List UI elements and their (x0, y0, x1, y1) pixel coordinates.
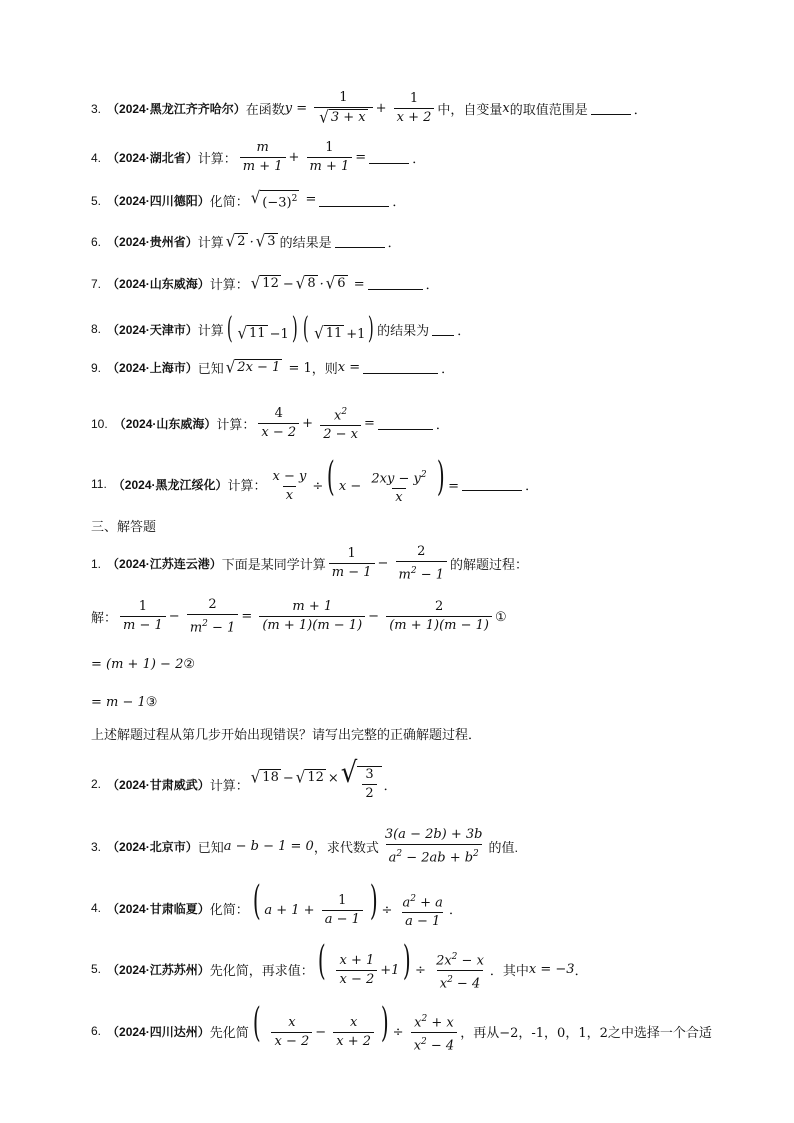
math-expression: = (m + 1) − 2 (91, 656, 184, 672)
question-fill-8: 8. （2024·天津市） 计算 ( √ 11 −1) ( √ 11 +1) 的结果为 ． (91, 311, 471, 346)
question-solve-4: 4. （2024·甘肃临夏） 化简： ( a + 1 + $\frac{1}{a - 1}$ ) ÷ $\frac{a^2 + a}{a - 1}$ ． (91, 878, 462, 930)
question-source: （2024·黑龙江齐齐哈尔） (107, 102, 246, 116)
math-expression: ( a + 1 + $\frac{1}{a - 1}$ ) ÷ $\frac{a^2 + a}{a - 1}$ (252, 878, 443, 930)
math-expression: a − b − 1 = 0 (223, 839, 314, 855)
math-expression: $\frac{1}{m - 1}$ − $\frac{2}{m^2 - 1}$ (326, 544, 450, 583)
math-expression: y = 1 √ 3 + x + $\frac{1}{x + 2}$ (285, 90, 438, 127)
answer-blank (335, 235, 385, 248)
question-solve-6: 6. （2024·四川达州） 先化简 ( $\frac{x}{x - 2}$ − $\frac{x}{x + 2}$ ) ÷ $\frac{x^2 + x}{x^2 - 4}$ ，再从 −2，-1，0，1，2 之中选择一个合适 (91, 1000, 712, 1054)
math-expression: $\frac{1}{m - 1}$ − $\frac{2}{m^2 - 1}$ = $\frac{m + 1}{(m + 1)(m - 1)}$ − $\frac{2}{(m + 1)(m - 1)}$ (117, 597, 495, 636)
math-expression: ( $\frac{x}{x - 2}$ − $\frac{x}{x + 2}$ ) ÷ $\frac{x^2 + x}{x^2 - 4}$ (249, 1008, 460, 1054)
question-fill-10: 10. （2024·山东威海） 计算： $\frac{4}{x - 2}$ + $\frac{x^2}{2 - x}$ = ． (91, 404, 449, 443)
math-expression: = m − 1 (91, 694, 146, 710)
answer-blank (462, 478, 522, 491)
question-solve-2: 2. （2024·甘肃威武） 计算： √ 18 − √ 12 × √ $\frac{3}{2}$ ． (91, 756, 397, 801)
question-fill-6: 6. （2024·贵州省） 计算 √ 2 · √ 3 的结果是 ． (91, 231, 401, 251)
question-number: 3. (91, 101, 102, 116)
math-expression: √ $(-3)^2$ = (250, 187, 317, 211)
question-solve-1: 1. （2024·江苏连云港） 下面是某同学计算 $\frac{1}{m - 1}$ − $\frac{2}{m^2 - 1}$ 的解题过程： (91, 544, 529, 583)
solution-step-3: = m − 1 ③ (91, 694, 158, 710)
question-fill-5: 5. （2024·四川德阳） 化简： √ $(-3)^2$ = ． (91, 187, 406, 211)
answer-blank (378, 417, 433, 430)
solution-step-1: 解： $\frac{1}{m - 1}$ − $\frac{2}{m^2 - 1}$ = $\frac{m + 1}{(m + 1)(m - 1)}$ − $\frac{2}{(m + 1)(m - 1)}$ ① (91, 597, 507, 636)
math-expression: √ 18 − √ 12 × √ $\frac{3}{2}$ (249, 766, 384, 802)
math-expression: √ 2 · √ 3 (225, 231, 276, 251)
answer-blank (363, 361, 438, 374)
question-text: 在函数 (245, 102, 285, 117)
question-fill-3: 3. （2024·黑龙江齐齐哈尔） 在函数 y = 1 √ 3 + x + $\frac{1}{x + 2}$ 中，自变量 x 的取值范围是 ． (91, 90, 647, 127)
answer-blank (369, 151, 409, 164)
math-expression: $\frac{x - y}{x}$ ÷( x − $\frac{2xy - y^2}{x}$ ) = (272, 454, 460, 506)
math-expression: √ 12 − √ 8 · √ 6 = (250, 273, 365, 293)
math-expression: $\frac{3(a - 2b) + 3b}{a^2 - 2ab + b^2}$ (384, 827, 483, 866)
question-fill-4: 4. （2024·湖北省） 计算： $\frac{m}{m + 1}$ + $\frac{1}{m + 1}$ = ． (91, 140, 426, 174)
question-fill-11: 11. （2024·黑龙江绥化） 计算： $\frac{x - y}{x}$ ÷( x − $\frac{2xy - y^2}{x}$ ) = ． (91, 454, 539, 506)
section-title: 三、解答题 (91, 519, 157, 534)
answer-blank (368, 277, 423, 290)
answer-blank (432, 323, 454, 336)
question-solve-3: 3. （2024·北京市） 已知 a − b − 1 = 0 ，求代数式 $\frac{3(a - 2b) + 3b}{a^2 - 2ab + b^2}$ 的值. (91, 827, 519, 866)
number-list: −2，-1，0，1，2 (499, 1025, 608, 1041)
question-fill-9: 9. （2024·上海市） 已知 √ 2x − 1 = 1 ，则 x = ． (91, 357, 455, 377)
math-expression: ( $\frac{x + 1}{x - 2}$ +1) ÷ $\frac{2x^2 - x}{x^2 - 4}$ (317, 938, 484, 992)
math-expression: √ 2x − 1 = 1 (225, 357, 312, 377)
answer-blank (319, 194, 389, 207)
solution-step-2: = (m + 1) − 2 ② (91, 656, 196, 672)
math-expression: $\frac{4}{x - 2}$ + $\frac{x^2}{2 - x}$ = (255, 404, 374, 443)
math-expression: $\frac{m}{m + 1}$ + $\frac{1}{m + 1}$ = (237, 140, 366, 175)
math-expression: ( √ 11 −1) ( √ 11 +1) (226, 311, 375, 346)
solution-question: 上述解题过程从第几步开始出现错误？请写出完整的正确解题过程． (91, 727, 482, 742)
question-fill-7: 7. （2024·山东威海） 计算： √ 12 − √ 8 · √ 6 = ． (91, 273, 439, 293)
question-solve-5: 5. （2024·江苏苏州） 先化简，再求值： ( $\frac{x + 1}{x - 2}$ +1) ÷ $\frac{2x^2 - x}{x^2 - 4}$ ．其中 x = −3 ． (91, 938, 588, 992)
solution-label: 解： (91, 610, 118, 626)
answer-blank (591, 102, 631, 115)
